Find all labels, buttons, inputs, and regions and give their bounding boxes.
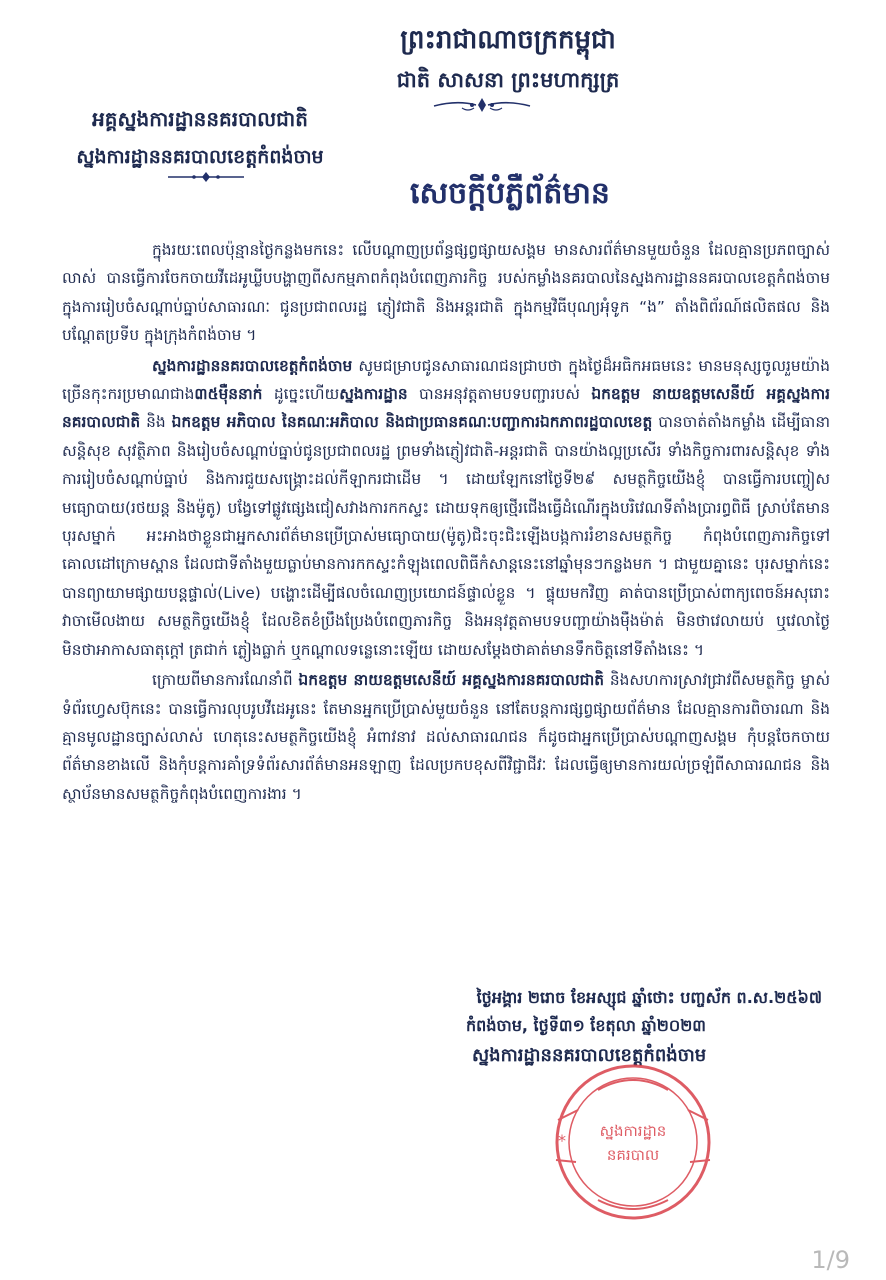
p2-text-b: ដូច្នេះហើយ (262, 385, 340, 404)
p3-text-b: និងសហការស្រាវជ្រាវពីសមត្ថកិច្ច ម្ចាស់ទំព័រហ្វេសប៊ុកនេះ បានធ្វើការលុបរូបវីដេអូនេះ តែមានអ្នកប្រើប្រាស់មួយចំនួន នៅតែបន្តការផ្សព្វផ្សាយព័ត៌មាន ដែលគ្មានការពិចារណា និងគ្មានមូលដ្ឋានច្បាស់លាស់ ហេតុនេះសមត្ថកិច្ចយើងខ្ញុំ អំពាវនាវ ដល់សាធារណជន ក៏ដូចជាអ្នកប្រើប្រាស់បណ្តាញសង្គម កុំបន្តចែកចាយព័ត៌មានខាងលើ និងកុំបន្តការគាំទ្រទំព័រសារព័ត៌មានអនឡាញ ដែលប្រកបខុសពីវិជ្ជាជីវៈ ដែលធ្វើឲ្យមានការយល់ច្រឡំពីសាធារណជន និងស្ថាប័នមានសមត្ថកិច្ចកំពុងបំពេញការងារ ។ (62, 671, 830, 803)
kingdom-header (0, 22, 886, 96)
agency-ornament-icon (166, 170, 246, 184)
p2-official-1: ឯកឧត្តម នាយឧត្តមសេនីយ៍ អគ្គស្នងការនគរបាលជាតិ (62, 385, 830, 432)
p2-text-e: បានចាត់តាំងកម្លាំង ដើម្បីធានាសន្តិសុខ សុវត្ថិភាព និងរៀបចំសណ្តាប់ធ្នាប់ជូនប្រជាពលរដ្ឋ ព្រមទាំងភ្ញៀវជាតិ-អន្តរជាតិ បានយ៉ាងល្អប្រសើរ ទាំងកិច្ចការពារសន្តិសុខ ទាំងការរៀបចំសណ្តាប់ធ្នាប់ និងការជួយសង្គ្រោះដល់កីឡាករជាដើម ។ ដោយឡែកនៅថ្ងៃទី២៩ សមត្ថកិច្ចយើងខ្ញុំ បានធ្វើការបញ្ចៀសមធ្យោបាយ(រថយន្ត និងម៉ូតូ) បង្វែទៅផ្លូវផ្សេងជៀសវាងការកកស្ទះ ដោយទុកឲ្យថ្មើរជើងធ្វើដំណើរក្នុងបរិវេណទីតាំងប្រារព្ធពិធី ស្រាប់តែមានបុរសម្នាក់ អះអាងថាខ្លួនជាអ្នកសារព័ត៌មានប្រើប្រាស់មធ្យោបាយ(ម៉ូតូ)ជិះចុះជិះឡើងបង្កការរំខានសមត្ថកិច្ច កំពុងបំពេញភារកិច្ចទៅគោលដៅក្រោមស្ពាន ដែលជាទីតាំងមួយធ្លាប់មានការកកស្ទះកំឡុងពេលពិធីកំសាន្តនេះនៅឆ្នាំមុនៗកន្លងមក ។ ជាមួយគ្នានេះ បុរសម្នាក់នេះបានព្យាយាមផ្សាយបន្តផ្ទាល់(Live) បង្ហោះដើម្បីផលចំណេញប្រយោជន៍ផ្ទាល់ខ្លួន ។ ផ្ទុយមកវិញ គាត់បានប្រើប្រាស់ពាក្យពេចន៍អសុរោះវាចាមើលងាយ សមត្ថកិច្ចយើងខ្ញុំ ដែលខិតខំប្រឹងប្រែងបំពេញភារកិច្ច និងអនុវត្តតាមបទបញ្ជាយ៉ាងម៉ឺងម៉ាត់ មិនថាវេលាយប់ ឬវេលាថ្ងៃ មិនថាអាកាសធាតុក្តៅ ត្រជាក់ ភ្លៀងធ្លាក់ ឬកណ្តាលទន្លេនោះឡើយ ដោយសម្តែងថាគាត់មានទឹកចិត្តនៅទីតាំងនេះ ។ (62, 413, 830, 659)
p3-text-a: ក្រោយពីមានការណែនាំពី (152, 671, 299, 690)
lunar-date: ថ្ងៃអង្គារ ២រោច ខែអស្សុជ ឆ្នាំថោះ បញ្ចស័ក ព.ស.២៥៦៧ (476, 988, 822, 1007)
page-indicator: 1/9 (811, 1246, 850, 1274)
header-ornament-icon (432, 96, 532, 114)
kingdom-name: ព្រះរាជាណាចក្រកម្ពុជា (400, 25, 616, 55)
p2-text-a: សូមជម្រាបជូនសាធារណជនជ្រាបថា ក្នុងថ្ងៃដ៏អធិកអធមនេះ មានមនុស្សចូលរួមយ៉ាងច្រើនកុះករប្រមាណជាង (62, 356, 830, 404)
p2-official-2: ឯកឧត្តម អភិបាល នៃគណៈអភិបាល និងជាប្រធានគណៈបញ្ជាការឯកភាពរដ្ឋបាលខេត្ត (171, 413, 653, 432)
seal-text-1: ស្នងការដ្ឋាន (599, 1122, 667, 1140)
p2-lead: ស្នងការដ្ឋាននគរបាលខេត្តកំពង់ចាម (152, 356, 353, 375)
p2-agency: ស្នងការដ្ឋាន (339, 385, 408, 404)
signatory: ស្នងការដ្ឋាននគរបាលខេត្តកំពង់ចាម (472, 1045, 707, 1066)
svg-text:*: * (558, 1131, 566, 1150)
national-motto: ជាតិ សាសនា ព្រះមហាក្សត្រ (396, 68, 620, 92)
paragraph-2 (62, 352, 830, 664)
p3-official: ឯកឧត្តម នាយឧត្តមសេនីយ៍ អគ្គស្នងការនគរបាលជាតិ (298, 671, 605, 690)
document-body (62, 236, 830, 808)
paragraph-1: ក្នុងរយៈពេលប៉ុន្មានថ្ងៃកន្លងមកនេះ លើបណ្តាញប្រព័ន្ធផ្សព្វផ្សាយសង្គម មានសារព័ត៌មានមួយចំនួន ដែលគ្មានប្រភពច្បាស់លាស់ បានធ្វើការចែកចាយវីដេអូឃ្លីបបង្ហាញពីសកម្មភាពកំពុងបំពេញភារកិច្ច របស់កម្លាំងនគរបាលនៃស្នងការដ្ឋាននគរបាលខេត្តកំពង់ចាម ក្នុងការរៀបចំសណ្តាប់ធ្នាប់សាធារណៈ ជូនប្រជាពលរដ្ឋ ភ្ញៀវជាតិ និងអន្តរជាតិ ក្នុងកម្មវិធីបុណ្យអុំទូក “ង” តាំងពិព័រណ៍ផលិតផល និងបណ្តែតប្រទីប ក្នុងក្រុងកំពង់ចាម ។ (62, 241, 830, 345)
paragraph-3 (62, 666, 830, 808)
p2-attendance-count: ៣៥ម៉ឺននាក់ (194, 385, 263, 404)
agency-line-2: ស្នងការដ្ឋាននគរបាលខេត្តកំពង់ចាម (76, 146, 324, 168)
seal-text-2: នគរបាល (606, 1146, 660, 1164)
p2-text-c: បានអនុវត្តតាមបទបញ្ជារបស់ (407, 385, 592, 404)
place-and-date: កំពង់ចាម, ថ្ងៃទី៣១ ខែតុលា ឆ្នាំ២០២៣ (466, 1016, 706, 1035)
issuing-agency (50, 104, 350, 172)
document-title: សេចក្ដីបំភ្លឺព័ត៌មាន (410, 176, 610, 211)
official-seal-icon (538, 1050, 728, 1220)
p2-text-d: និង (140, 413, 172, 432)
agency-line-1: អគ្គស្នងការដ្ឋាននគរបាលជាតិ (92, 107, 308, 131)
